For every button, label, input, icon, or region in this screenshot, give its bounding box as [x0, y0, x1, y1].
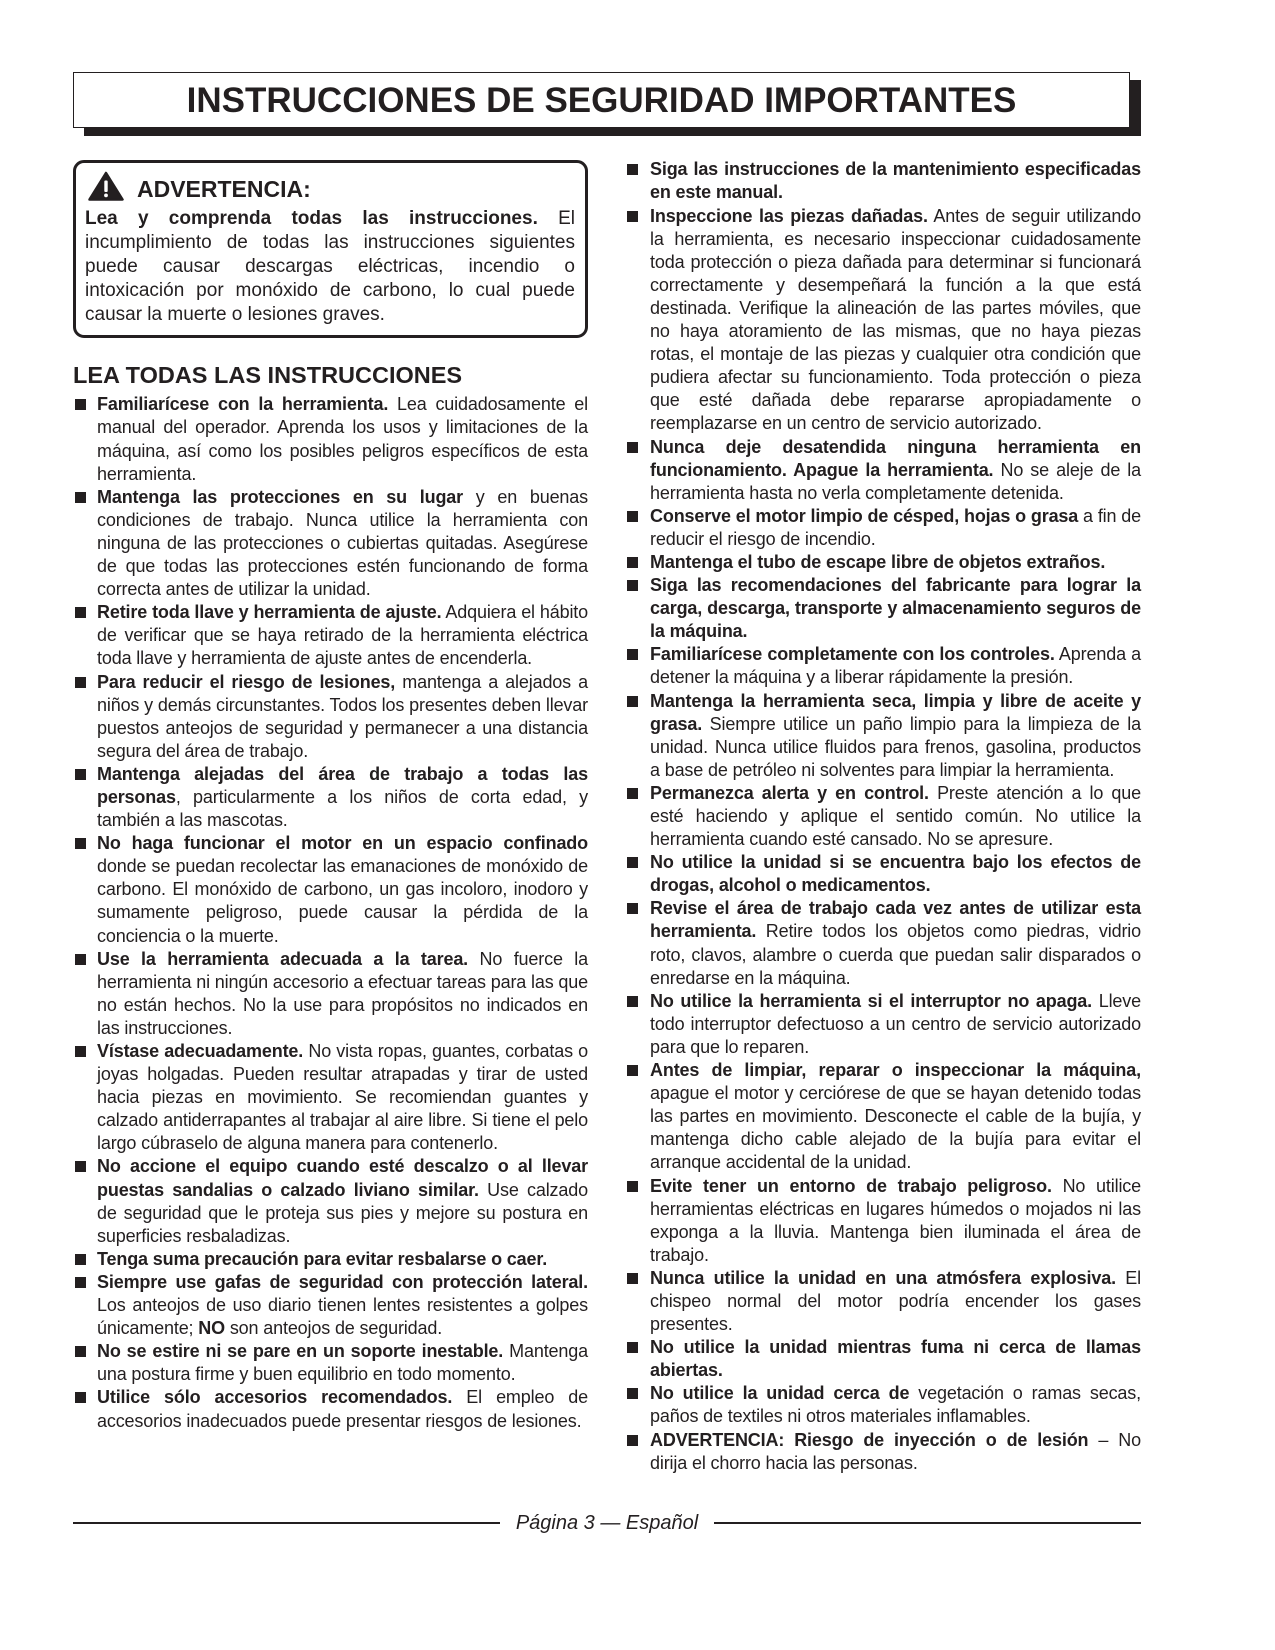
list-item — [625, 1267, 1141, 1336]
right-instruction-list — [625, 158, 1141, 1474]
item-bold-text: Inspeccione las piezas dañadas. — [650, 205, 928, 226]
item-bold-text: No haga funcionar el motor en un espacio confinado — [97, 833, 588, 854]
square-bullet-icon — [627, 857, 638, 868]
item-bold-text: Retire toda llave y herramienta de ajuste. — [97, 602, 442, 623]
item-text: Use calzado de seguridad que le proteja sus pies y mejore su postura en superficies resbaladizas. — [97, 1179, 588, 1246]
square-bullet-icon — [75, 838, 86, 849]
list-item — [625, 897, 1141, 989]
item-text: Antes de seguir utilizando la herramienta, es necesario inspeccionar cuidadosamente toda protección o pieza dañada para determinar si funcionará correctamente y desempeñará la función a la que está destinada. Verifique la alineación de las partes móviles, que no haya atoramiento de las mismas, que no haya piezas rotas, el montaje de las piezas y cualquier otra condición que pudiera afectar su funcionamiento. Toda protección o pieza que esté dañada debe repararse apropiadamente o reemplazarse en un centro de servicio autorizado. — [650, 205, 1141, 434]
square-bullet-icon — [627, 1388, 638, 1399]
warning-text — [85, 207, 575, 327]
item-bold-text: Mantenga la herramienta seca, limpia y libre de aceite y grasa. — [650, 690, 1141, 734]
list-item — [73, 1248, 588, 1271]
list-item — [625, 1382, 1141, 1428]
square-bullet-icon — [627, 649, 638, 660]
right-column — [625, 158, 1141, 1474]
item-text: vegetación o ramas secas, paños de textiles ni otros materiales inflamables. — [650, 1383, 1141, 1427]
square-bullet-icon — [75, 1161, 86, 1172]
item-text: Preste atención a lo que esté haciendo y aplique el sentido común. No utilice la herramienta cuando esté cansado. No se apresure. — [650, 782, 1142, 850]
item-text: Los anteojos de uso diario tienen lentes resistentes a golpes únicamente; — [97, 1295, 588, 1339]
list-item — [625, 1429, 1141, 1475]
warning-label: ADVERTENCIA: — [137, 176, 311, 202]
item-bold-text: Nunca deje desatendida ninguna herramienta en funcionamiento. Apague la herramienta. — [650, 436, 1141, 480]
square-bullet-icon — [75, 1277, 86, 1288]
item-bold-text: No se estire ni se pare en un soporte inestable. — [97, 1341, 504, 1362]
square-bullet-icon — [75, 769, 86, 780]
list-item — [73, 671, 588, 763]
square-bullet-icon — [75, 1346, 86, 1357]
list-item — [625, 990, 1141, 1059]
square-bullet-icon — [75, 1392, 86, 1403]
list-item — [625, 643, 1141, 689]
item-bold-text: Siga las recomendaciones del fabricante para lograr la carga, descarga, transporte y almacenamiento seguros de la máquina. — [650, 575, 1141, 642]
square-bullet-icon — [627, 1342, 638, 1353]
square-bullet-icon — [75, 677, 86, 688]
square-bullet-icon — [75, 954, 86, 965]
square-bullet-icon — [627, 996, 638, 1007]
item-bold-text: Vístase adecuadamente. — [97, 1041, 304, 1062]
item-bold-text: Familiarícese completamente con los controles. — [650, 644, 1055, 665]
square-bullet-icon — [627, 557, 638, 568]
list-item — [73, 832, 588, 947]
item-bold-text: ADVERTENCIA: Riesgo de inyección o de lesión — [650, 1429, 1089, 1450]
footer-rule-left — [73, 1522, 500, 1524]
warning-triangle-icon — [88, 171, 124, 201]
item-text: apague el motor y cerciórese de que se hayan detenido todas las partes en movimiento. Desconecte el cable de la bujía, y mantenga dicho cable alejado de la bujía para evitar el arranque accidental de la unidad. — [650, 1083, 1141, 1173]
square-bullet-icon — [627, 442, 638, 453]
list-item — [73, 1040, 588, 1155]
square-bullet-icon — [627, 1273, 638, 1284]
square-bullet-icon — [627, 788, 638, 799]
square-bullet-icon — [75, 1254, 86, 1265]
item-bold-text: Permanezca alerta y en control. — [650, 782, 929, 803]
list-item — [625, 851, 1141, 897]
item-text: No utilice herramientas eléctricas en lugares húmedos o mojados ni las exponga a la lluvia. Mantenga bien iluminada el área de trabajo. — [650, 1175, 1141, 1265]
item-text: y en buenas condiciones de trabajo. Nunca utilice la herramienta con ninguna de las protecciones o cubiertas quitadas. Asegúrese de que todas las protecciones estén funcionando de forma correcta antes de utilizar la unidad. — [97, 486, 588, 600]
square-bullet-icon — [75, 607, 86, 618]
list-item — [625, 1059, 1141, 1174]
item-bold-text: Use la herramienta adecuada a la tarea. — [97, 948, 469, 969]
item-text: Lea cuidadosamente el manual del operador. Aprenda los usos y limitaciones de la máquina, así como los posibles peligros específicos de esta herramienta. — [97, 394, 588, 484]
left-column — [73, 160, 588, 1433]
item-bold-text: Siga las instrucciones de la mantenimiento especificadas en este manual. — [650, 159, 1141, 203]
list-item — [625, 574, 1141, 643]
item-bold-text: Utilice sólo accesorios recomendados. — [97, 1387, 453, 1408]
item-bold-text: Tenga suma precaución para evitar resbalarse o caer. — [97, 1248, 548, 1269]
page-title: INSTRUCCIONES DE SEGURIDAD IMPORTANTES — [186, 80, 1017, 120]
item-text: No se aleje de la herramienta hasta no verla completamente detenida. — [650, 459, 1142, 503]
square-bullet-icon — [627, 696, 638, 707]
list-item — [73, 601, 588, 670]
warning-bold-text: Lea y comprenda todas las instrucciones. — [85, 208, 538, 229]
footer-rule-right — [714, 1522, 1141, 1524]
item-bold-text: Siempre use gafas de seguridad con protección lateral. — [97, 1271, 588, 1292]
list-item — [625, 1175, 1141, 1267]
item-text: , particularmente a los niños de corta edad, y también a las mascotas. — [97, 786, 588, 831]
square-bullet-icon — [627, 580, 638, 591]
item-text: Mantenga una postura firme y buen equilibrio en todo momento. — [97, 1341, 588, 1385]
list-item — [625, 782, 1141, 851]
square-bullet-icon — [75, 399, 86, 410]
list-item — [625, 436, 1141, 505]
section-heading: LEA TODAS LAS INSTRUCCIONES — [73, 362, 463, 388]
item-bold-text: Evite tener un entorno de trabajo peligroso. — [650, 1175, 1052, 1196]
item-text: El chispeo normal del motor podría encender los gases presentes. — [650, 1267, 1141, 1335]
list-item — [73, 1386, 588, 1432]
list-item — [73, 948, 588, 1040]
square-bullet-icon — [75, 492, 86, 503]
item-text: Retire todos los objetos como piedras, vidrio roto, clavos, alambre o cuerda que puedan salir disparados o enredarse en la máquina. — [650, 921, 1141, 988]
square-bullet-icon — [627, 1065, 638, 1076]
square-bullet-icon — [627, 1435, 638, 1446]
item-bold-text: Mantenga alejadas del área de trabajo a todas las personas — [97, 763, 588, 807]
item-bold-text: No utilice la unidad mientras fuma ni cerca de llamas abiertas. — [650, 1337, 1141, 1381]
item-text: El empleo de accesorios inadecuados puede presentar riesgos de lesiones. — [97, 1387, 588, 1431]
item-text: Siempre utilice un paño limpio para la limpieza de la unidad. Nunca utilice fluidos para frenos, gasolina, productos a base de petróleo ni solventes para limpiar la herramienta. — [650, 713, 1141, 780]
item-text: No vista ropas, guantes, corbatas o joyas holgadas. Pueden resultar atrapadas y tirar de usted hacia piezas en movimiento. Se recomiendan guantes y calzado antiderrapantes al trabajar al aire libre. Si tiene el pelo largo cúbraselo de alguna manera para contenerlo. — [97, 1041, 588, 1154]
square-bullet-icon — [627, 211, 638, 222]
item-text: Aprenda a detener la máquina y a liberar rápidamente la presión. — [650, 644, 1142, 688]
list-item — [73, 486, 588, 601]
item-bold-text: Conserve el motor limpio de césped, hojas o grasa — [650, 505, 1079, 526]
square-bullet-icon — [627, 1181, 638, 1192]
item-text: – No dirija el chorro hacia las personas. — [650, 1429, 1141, 1473]
page-footer — [73, 1510, 1141, 1536]
item-bold-text: Antes de limpiar, reparar o inspeccionar la máquina, — [650, 1060, 1141, 1081]
square-bullet-icon — [627, 903, 638, 914]
list-item — [625, 158, 1141, 204]
list-item — [625, 1336, 1141, 1382]
list-item — [625, 205, 1141, 436]
item-bold-text: NO — [198, 1318, 225, 1339]
square-bullet-icon — [627, 164, 638, 175]
item-text: Lleve todo interruptor defectuoso a un centro de servicio autorizado para que lo reparen. — [650, 990, 1142, 1057]
list-item — [73, 763, 588, 832]
list-item — [73, 393, 588, 485]
list-item — [625, 551, 1141, 574]
square-bullet-icon — [627, 511, 638, 522]
warning-body-text: El incumplimiento de todas las instrucciones siguientes puede causar descargas eléctricas, incendio o intoxicación por monóxido de carbono, lo cual puede causar la muerte o lesiones graves. — [85, 208, 575, 325]
item-bold-text: Mantenga las protecciones en su lugar — [97, 486, 464, 507]
warning-header — [88, 171, 575, 201]
item-bold-text: Familiarícese con la herramienta. — [97, 394, 389, 415]
item-text: mantenga a alejados a niños y demás circunstantes. Todos los presentes deben llevar puestos anteojos de seguridad y permanecer a una distancia segura del área de trabajo. — [97, 671, 588, 761]
item-text: son anteojos de seguridad. — [224, 1318, 443, 1339]
item-bold-text: No utilice la unidad cerca de — [650, 1383, 910, 1404]
warning-box — [73, 160, 588, 338]
page-number: Página 3 — Español — [515, 1512, 699, 1534]
item-bold-text: No accione el equipo cuando esté descalzo o al llevar puestas sandalias o calzado liviano similar. — [97, 1156, 588, 1200]
item-bold-text: Nunca utilice la unidad en una atmósfera explosiva. — [650, 1267, 1116, 1288]
square-bullet-icon — [75, 1046, 86, 1057]
list-item — [625, 690, 1141, 782]
item-text: donde se puedan recolectar las emanaciones de monóxido de carbono. El monóxido de carbono, un gas incoloro, inodoro y sumamente peligroso, puede causar la pérdida de la conciencia o la muerte. — [97, 856, 588, 946]
list-item — [73, 1155, 588, 1247]
item-text: No fuerce la herramienta ni ningún accesorio a efectuar tareas para las que no están hechos. No la use para propósitos no indicados en las instrucciones. — [97, 948, 589, 1038]
left-instruction-list — [73, 393, 588, 1432]
list-item — [73, 1271, 588, 1340]
list-item — [73, 1340, 588, 1386]
page-header — [73, 72, 1130, 128]
item-bold-text: No utilice la herramienta si el interruptor no apaga. — [650, 990, 1093, 1011]
item-text: a fin de reducir el riesgo de incendio. — [650, 505, 1141, 549]
item-bold-text: Mantenga el tubo de escape libre de objetos extraños. — [650, 551, 1106, 572]
list-item — [625, 505, 1141, 551]
item-text: Adquiera el hábito de verificar que se haya retirado de la herramienta eléctrica toda llave y herramienta de ajuste antes de encenderla. — [97, 602, 588, 669]
item-bold-text: Revise el área de trabajo cada vez antes de utilizar esta herramienta. — [650, 898, 1141, 942]
item-bold-text: Para reducir el riesgo de lesiones, — [97, 671, 396, 692]
item-bold-text: No utilice la unidad si se encuentra bajo los efectos de drogas, alcohol o medicamentos. — [650, 852, 1141, 896]
